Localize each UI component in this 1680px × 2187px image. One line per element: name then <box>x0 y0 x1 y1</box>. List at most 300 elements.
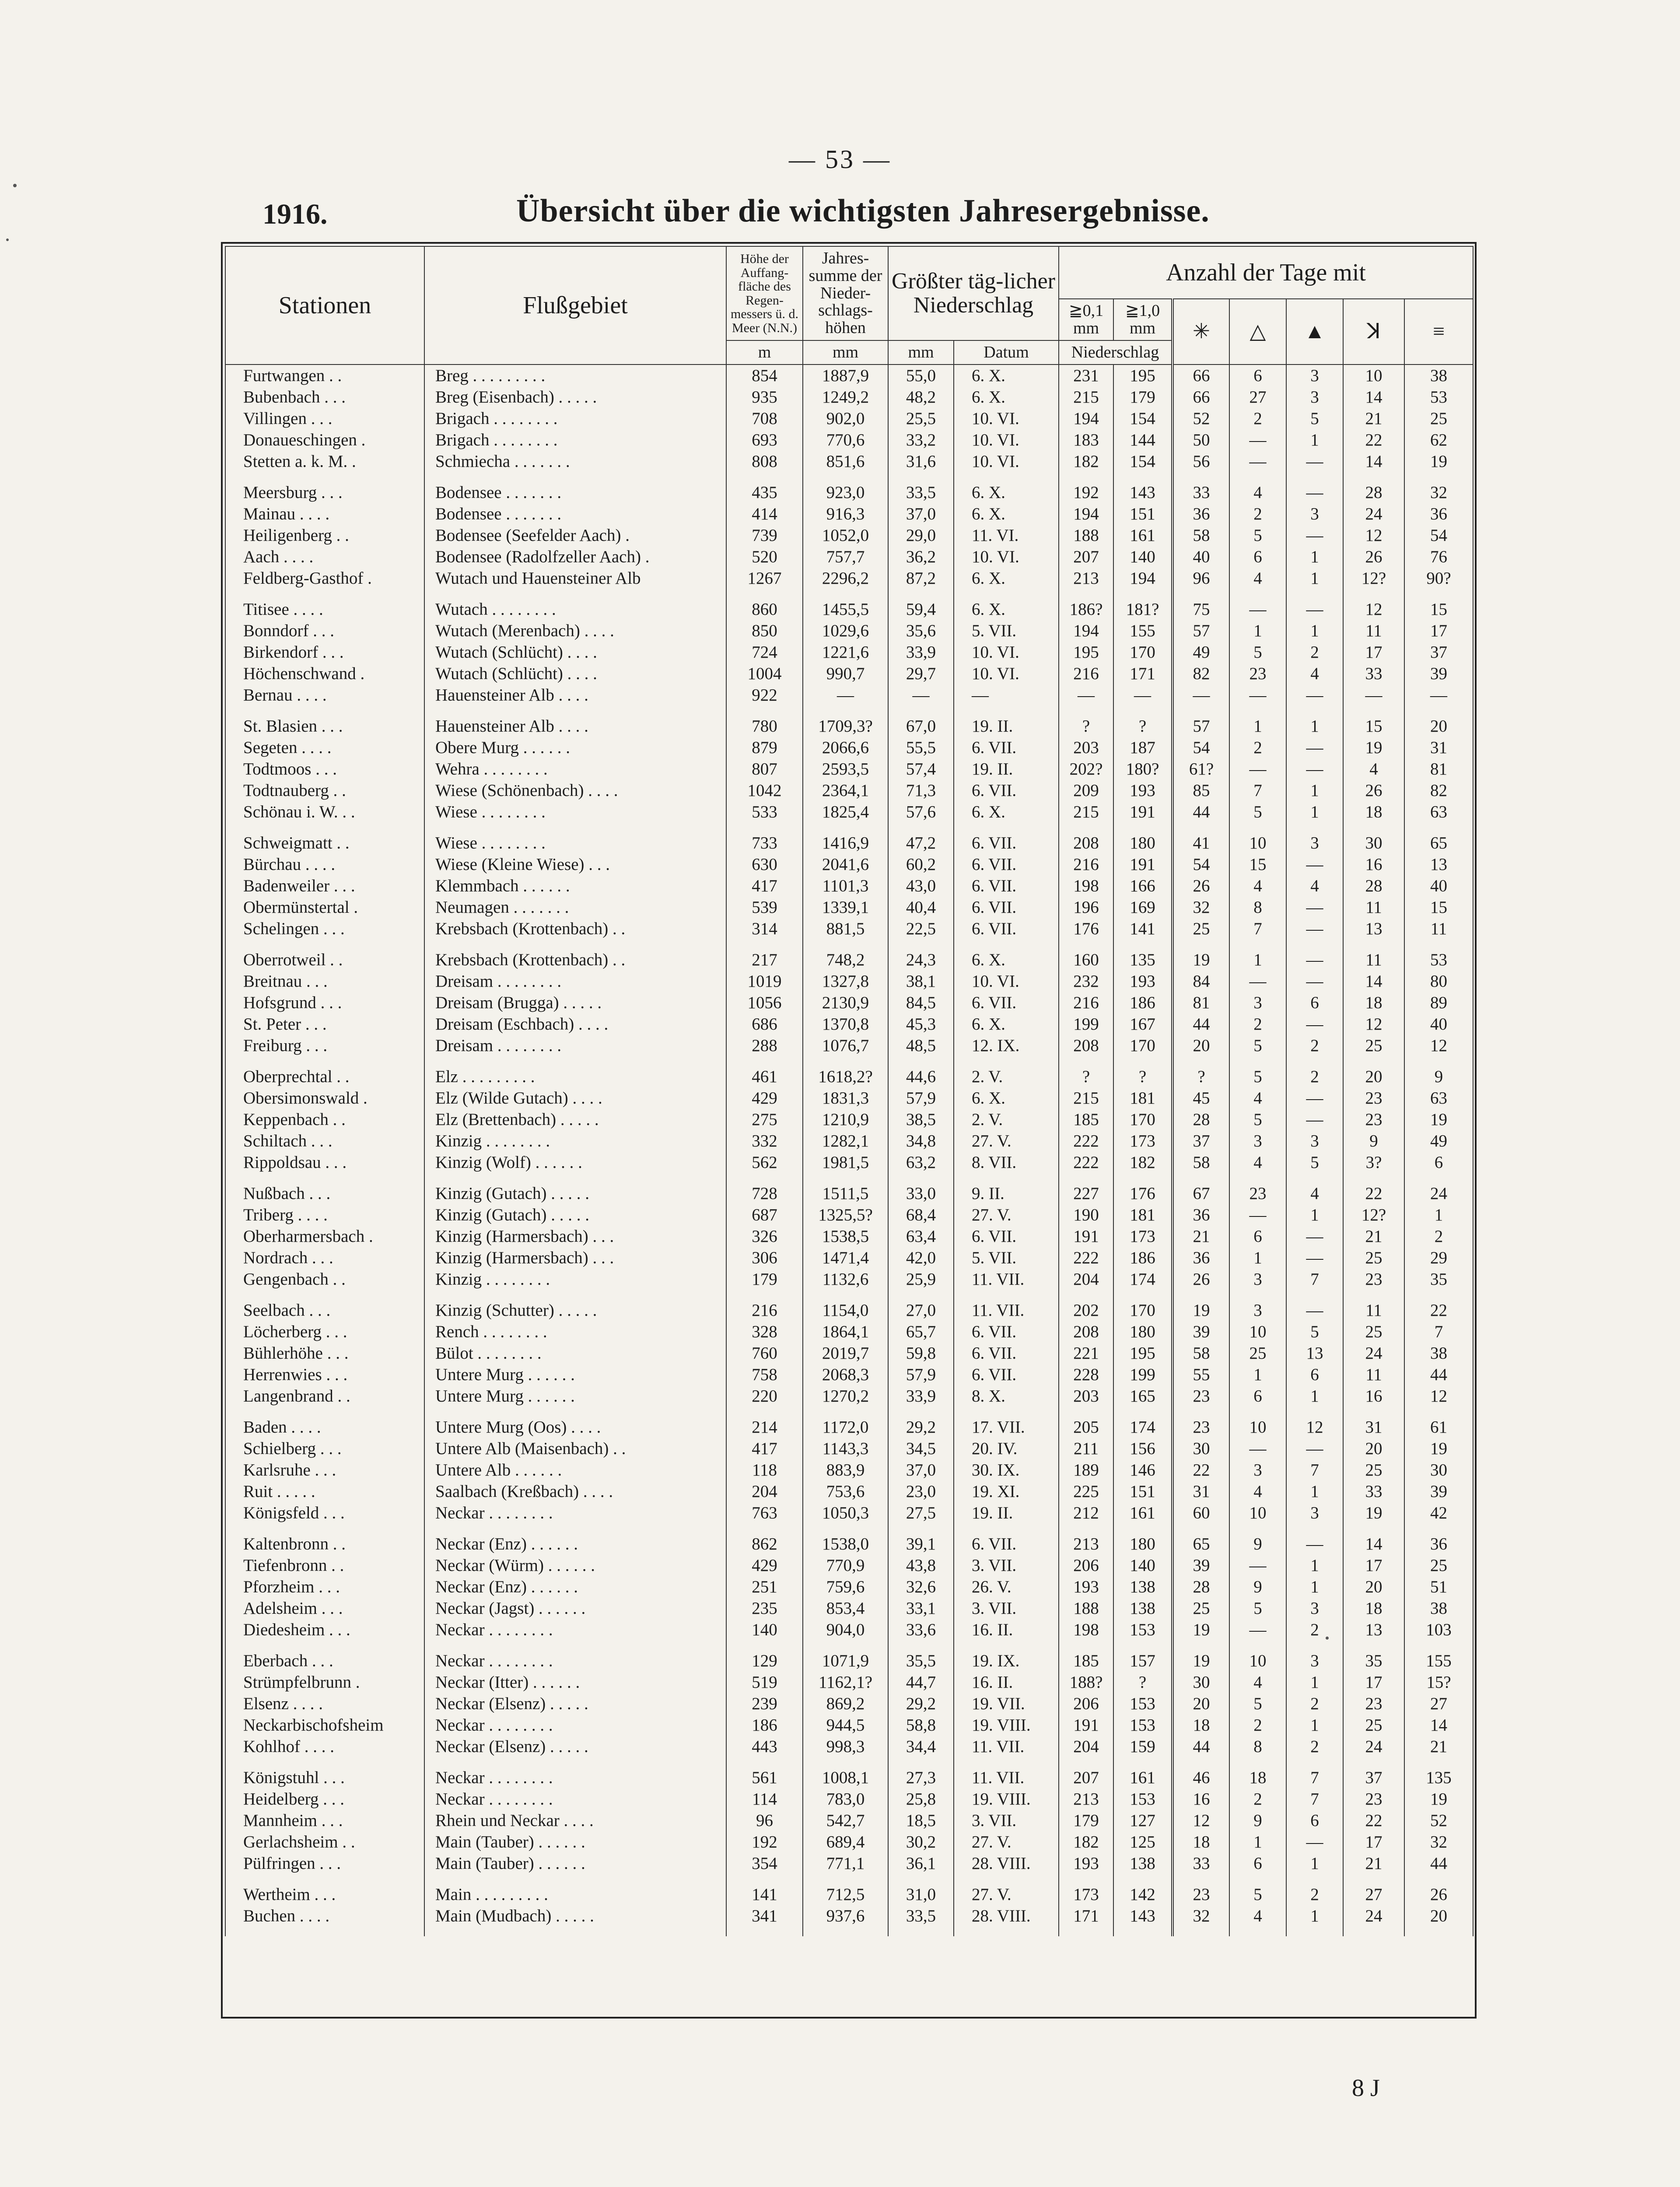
spacer-cell <box>1343 1874 1404 1884</box>
cell-max: 60,2 <box>888 854 954 875</box>
cell-max: 36,2 <box>888 546 954 568</box>
spacer-cell <box>803 1640 888 1650</box>
cell-date: 6. VII. <box>954 918 1059 939</box>
cell-days-thunder: 30 <box>1343 832 1404 854</box>
cell-days-fog: 62 <box>1404 429 1473 451</box>
cell-days-hail: 1 <box>1229 949 1286 971</box>
group-spacer <box>225 706 1473 715</box>
cell-days-snow: ? <box>1172 1066 1229 1087</box>
cell-date: 19. II. <box>954 1502 1059 1524</box>
cell-days-snow: 21 <box>1172 1226 1229 1247</box>
spacer-cell <box>1404 1874 1473 1884</box>
table-row <box>225 1035 1473 1056</box>
cell-days-fog: 39 <box>1404 1481 1473 1502</box>
cell-days-ge01: 193 <box>1059 1576 1113 1598</box>
cell-max: 48,2 <box>888 386 954 408</box>
cell-river: Wutach (Merenbach) . . . . <box>424 620 726 641</box>
cell-station: Heiligenberg . . <box>225 525 424 546</box>
cell-days-thunder: 33 <box>1343 663 1404 684</box>
cell-days-thunder: 13 <box>1343 918 1404 939</box>
cell-days-fog: 63 <box>1404 1087 1473 1109</box>
spacer-cell <box>225 1524 424 1533</box>
cell-days-thunder: 16 <box>1343 854 1404 875</box>
spacer-cell <box>726 1874 803 1884</box>
spacer-cell <box>1059 1874 1113 1884</box>
cell-days-ge10: 169 <box>1113 897 1172 918</box>
group-spacer <box>225 1407 1473 1416</box>
fog-icon: ≡ <box>1404 299 1473 364</box>
cell-date: 6. X. <box>954 1087 1059 1109</box>
cell-station: Villingen . . . <box>225 408 424 429</box>
cell-days-ge01: 213 <box>1059 568 1113 589</box>
table-row <box>225 1905 1473 1927</box>
cell-date: 19. II. <box>954 758 1059 780</box>
cell-days-hail: 3 <box>1229 1459 1286 1481</box>
cell-date: 3. VII. <box>954 1810 1059 1831</box>
year-label: 1916. <box>262 198 328 230</box>
cell-days-ge10: 138 <box>1113 1853 1172 1874</box>
header-ge10: ≧1,0 mm <box>1113 299 1172 340</box>
cell-station: Löcherberg . . . <box>225 1321 424 1342</box>
cell-days-ge10: 167 <box>1113 1013 1172 1035</box>
cell-days-ge10: 186 <box>1113 1247 1172 1269</box>
cell-max: 58,8 <box>888 1714 954 1736</box>
cell-river: Wiese (Kleine Wiese) . . . <box>424 854 726 875</box>
spacer-cell <box>1172 706 1229 715</box>
spacer-cell <box>424 1640 726 1650</box>
cell-days-thunder: 18 <box>1343 801 1404 823</box>
group-spacer <box>225 823 1473 832</box>
cell-days-snow: 84 <box>1172 971 1229 992</box>
cell-days-hail: 8 <box>1229 1736 1286 1757</box>
cell-days-graupel: 3 <box>1286 503 1343 525</box>
cell-days-hail: 2 <box>1229 737 1286 758</box>
cell-sum: 1339,1 <box>803 897 888 918</box>
cell-days-ge10: 195 <box>1113 1342 1172 1364</box>
cell-days-snow: 32 <box>1172 1905 1229 1927</box>
cell-height: 96 <box>726 1810 803 1831</box>
table-row <box>225 1788 1473 1810</box>
cell-date: 19. VIII. <box>954 1788 1059 1810</box>
cell-date: 6. VII. <box>954 737 1059 758</box>
table-row <box>225 1619 1473 1640</box>
cell-days-graupel: — <box>1286 1300 1343 1321</box>
spacer-cell <box>225 1290 424 1300</box>
cell-station: Bubenbach . . . <box>225 386 424 408</box>
table-row <box>225 875 1473 897</box>
spacer-cell <box>1172 1757 1229 1767</box>
cell-max: 34,8 <box>888 1130 954 1152</box>
spacer-cell <box>424 472 726 482</box>
spacer-cell <box>424 823 726 832</box>
cell-days-thunder: 24 <box>1343 1342 1404 1364</box>
spacer-cell <box>726 1407 803 1416</box>
cell-river: Neckar (Enz) . . . . . . <box>424 1576 726 1598</box>
cell-days-ge01: 222 <box>1059 1152 1113 1173</box>
cell-days-fog: 65 <box>1404 832 1473 854</box>
cell-days-fog: 20 <box>1404 1905 1473 1927</box>
cell-station: Eberbach . . . <box>225 1650 424 1672</box>
cell-days-fog: 17 <box>1404 620 1473 641</box>
cell-date: 11. VII. <box>954 1767 1059 1788</box>
cell-days-graupel: — <box>1286 451 1343 472</box>
cell-days-hail: 7 <box>1229 918 1286 939</box>
cell-max: 59,8 <box>888 1342 954 1364</box>
group-spacer <box>225 1173 1473 1183</box>
cell-days-ge10: 143 <box>1113 482 1172 503</box>
cell-height: 435 <box>726 482 803 503</box>
spacer-cell <box>1113 1173 1172 1183</box>
cell-days-fog: 12 <box>1404 1035 1473 1056</box>
table-row <box>225 1502 1473 1524</box>
cell-river: Elz (Brettenbach) . . . . . <box>424 1109 726 1130</box>
cell-height: 724 <box>726 641 803 663</box>
cell-days-graupel: — <box>1286 1109 1343 1130</box>
cell-station: St. Peter . . . <box>225 1013 424 1035</box>
cell-sum: 1076,7 <box>803 1035 888 1056</box>
cell-date: 27. V. <box>954 1831 1059 1853</box>
spacer-cell <box>1172 589 1229 599</box>
cell-sum: 923,0 <box>803 482 888 503</box>
spacer-cell <box>1059 1757 1113 1767</box>
cell-date: 6. X. <box>954 599 1059 620</box>
cell-days-ge01: 173 <box>1059 1884 1113 1905</box>
cell-sum: 1831,3 <box>803 1087 888 1109</box>
cell-days-thunder: 25 <box>1343 1321 1404 1342</box>
spacer-cell <box>888 1640 954 1650</box>
cell-river: Brigach . . . . . . . . <box>424 408 726 429</box>
cell-days-snow: 96 <box>1172 568 1229 589</box>
cell-days-thunder: 20 <box>1343 1066 1404 1087</box>
spacer-cell <box>803 823 888 832</box>
cell-days-thunder: 25 <box>1343 1035 1404 1056</box>
cell-height: 630 <box>726 854 803 875</box>
cell-date: 2. V. <box>954 1066 1059 1087</box>
cell-sum: 1052,0 <box>803 525 888 546</box>
cell-date: 27. V. <box>954 1204 1059 1226</box>
cell-days-fog: 76 <box>1404 546 1473 568</box>
table-row <box>225 568 1473 589</box>
cell-days-hail: 4 <box>1229 482 1286 503</box>
cell-days-fog: 42 <box>1404 1502 1473 1524</box>
cell-height: 686 <box>726 1013 803 1035</box>
cell-height: 693 <box>726 429 803 451</box>
cell-days-ge10: 179 <box>1113 386 1172 408</box>
cell-days-hail: — <box>1229 758 1286 780</box>
cell-height: 533 <box>726 801 803 823</box>
cell-days-hail: 10 <box>1229 832 1286 854</box>
cell-sum: 759,6 <box>803 1576 888 1598</box>
cell-days-graupel: 6 <box>1286 992 1343 1013</box>
group-spacer <box>225 1927 1473 1936</box>
cell-days-fog: 31 <box>1404 737 1473 758</box>
cell-station: Birkendorf . . . <box>225 641 424 663</box>
cell-station: Bürchau . . . . <box>225 854 424 875</box>
cell-date: 6. X. <box>954 949 1059 971</box>
cell-height: 204 <box>726 1481 803 1502</box>
cell-days-snow: 57 <box>1172 620 1229 641</box>
cell-days-thunder: 24 <box>1343 1736 1404 1757</box>
cell-days-thunder: 28 <box>1343 482 1404 503</box>
cell-days-fog: 27 <box>1404 1693 1473 1714</box>
cell-days-ge01: 209 <box>1059 780 1113 801</box>
cell-days-snow: 30 <box>1172 1672 1229 1693</box>
cell-days-hail: 1 <box>1229 1831 1286 1853</box>
cell-height: 850 <box>726 620 803 641</box>
cell-days-fog: 40 <box>1404 875 1473 897</box>
cell-days-snow: 33 <box>1172 482 1229 503</box>
spacer-cell <box>1404 1757 1473 1767</box>
cell-max: 44,6 <box>888 1066 954 1087</box>
cell-days-graupel: 2 <box>1286 1619 1343 1640</box>
cell-station: Breitnau . . . <box>225 971 424 992</box>
cell-date: 6. VII. <box>954 1342 1059 1364</box>
cell-days-ge10: 153 <box>1113 1714 1172 1736</box>
cell-height: 780 <box>726 715 803 737</box>
cell-days-graupel: 1 <box>1286 1385 1343 1407</box>
cell-days-hail: 1 <box>1229 715 1286 737</box>
cell-sum: 1618,2? <box>803 1066 888 1087</box>
group-spacer <box>225 1290 1473 1300</box>
cell-days-hail: 9 <box>1229 1533 1286 1555</box>
cell-days-thunder: 17 <box>1343 1831 1404 1853</box>
cell-date: 8. X. <box>954 1385 1059 1407</box>
cell-days-ge10: 154 <box>1113 408 1172 429</box>
cell-sum: 1538,5 <box>803 1226 888 1247</box>
spacer-cell <box>225 1874 424 1884</box>
cell-days-graupel: 1 <box>1286 1481 1343 1502</box>
cell-station: Feldberg-Gasthof . <box>225 568 424 589</box>
cell-days-graupel: 7 <box>1286 1767 1343 1788</box>
cell-days-snow: 28 <box>1172 1109 1229 1130</box>
cell-days-thunder: 25 <box>1343 1459 1404 1481</box>
table-row <box>225 482 1473 503</box>
cell-days-snow: 41 <box>1172 832 1229 854</box>
cell-sum: 1370,8 <box>803 1013 888 1035</box>
spacer-cell <box>1343 1757 1404 1767</box>
cell-days-ge10: 154 <box>1113 451 1172 472</box>
cell-days-snow: 37 <box>1172 1130 1229 1152</box>
spacer-cell <box>1229 1927 1286 1936</box>
cell-days-ge01: 222 <box>1059 1247 1113 1269</box>
cell-days-hail: 4 <box>1229 1481 1286 1502</box>
cell-days-thunder: 11 <box>1343 620 1404 641</box>
cell-days-snow: 82 <box>1172 663 1229 684</box>
cell-river: Wiese (Schönenbach) . . . . <box>424 780 726 801</box>
spacer-cell <box>726 1290 803 1300</box>
cell-days-snow: 31 <box>1172 1481 1229 1502</box>
spacer-cell <box>726 1640 803 1650</box>
cell-days-fog: 80 <box>1404 971 1473 992</box>
cell-days-fog: 38 <box>1404 364 1473 386</box>
cell-sum: 1709,3? <box>803 715 888 737</box>
cell-height: 807 <box>726 758 803 780</box>
cell-days-snow: 20 <box>1172 1035 1229 1056</box>
cell-days-graupel: 1 <box>1286 429 1343 451</box>
group-spacer <box>225 589 1473 599</box>
cell-days-thunder: 22 <box>1343 429 1404 451</box>
cell-max: 36,1 <box>888 1853 954 1874</box>
cell-sum: 748,2 <box>803 949 888 971</box>
spacer-cell <box>1343 706 1404 715</box>
table-row <box>225 429 1473 451</box>
cell-days-thunder: 21 <box>1343 1853 1404 1874</box>
cell-days-fog: 11 <box>1404 918 1473 939</box>
spacer-cell <box>726 1056 803 1066</box>
cell-river: Brigach . . . . . . . . <box>424 429 726 451</box>
cell-days-hail: 2 <box>1229 408 1286 429</box>
cell-days-snow: 26 <box>1172 1269 1229 1290</box>
cell-days-ge01: 193 <box>1059 1853 1113 1874</box>
cell-station: Hofsgrund . . . <box>225 992 424 1013</box>
cell-days-ge01: 183 <box>1059 429 1113 451</box>
cell-sum: 1538,0 <box>803 1533 888 1555</box>
cell-river: Hauensteiner Alb . . . . <box>424 715 726 737</box>
cell-date: 12. IX. <box>954 1035 1059 1056</box>
cell-sum: 783,0 <box>803 1788 888 1810</box>
cell-sum: 2593,5 <box>803 758 888 780</box>
cell-sum: 1825,4 <box>803 801 888 823</box>
table-row <box>225 1204 1473 1226</box>
cell-max: 33,5 <box>888 1905 954 1927</box>
cell-days-ge10: 170 <box>1113 1035 1172 1056</box>
cell-days-fog: 37 <box>1404 641 1473 663</box>
spacer-cell <box>225 823 424 832</box>
cell-days-hail: — <box>1229 684 1286 706</box>
cell-days-fog: 6 <box>1404 1152 1473 1173</box>
results-table <box>225 246 1474 1936</box>
cell-days-ge01: 191 <box>1059 1714 1113 1736</box>
cell-date: 6. VII. <box>954 1533 1059 1555</box>
cell-date: 11. VII. <box>954 1300 1059 1321</box>
spacer-cell <box>1059 823 1113 832</box>
cell-station: Mannheim . . . <box>225 1810 424 1831</box>
cell-days-ge10: 144 <box>1113 429 1172 451</box>
cell-station: Karlsruhe . . . <box>225 1459 424 1481</box>
table-row <box>225 525 1473 546</box>
cell-river: Kinzig . . . . . . . . <box>424 1130 726 1152</box>
cell-station: Todtnauberg . . <box>225 780 424 801</box>
cell-days-hail: 3 <box>1229 992 1286 1013</box>
spacer-cell <box>1172 823 1229 832</box>
spacer-cell <box>954 1407 1059 1416</box>
cell-days-ge10: 182 <box>1113 1152 1172 1173</box>
cell-max: 71,3 <box>888 780 954 801</box>
table-row <box>225 599 1473 620</box>
cell-days-hail: 5 <box>1229 1066 1286 1087</box>
cell-days-snow: 23 <box>1172 1884 1229 1905</box>
cell-sum: 712,5 <box>803 1884 888 1905</box>
cell-days-fog: 89 <box>1404 992 1473 1013</box>
cell-days-thunder: 20 <box>1343 1438 1404 1459</box>
cell-days-fog: 53 <box>1404 386 1473 408</box>
cell-days-thunder: 13 <box>1343 1619 1404 1640</box>
cell-river: Kinzig (Schutter) . . . . . <box>424 1300 726 1321</box>
cell-days-hail: 10 <box>1229 1502 1286 1524</box>
table-row <box>225 1183 1473 1204</box>
cell-days-graupel: — <box>1286 1247 1343 1269</box>
cell-days-ge01: 190 <box>1059 1204 1113 1226</box>
cell-days-hail: 6 <box>1229 1853 1286 1874</box>
cell-days-thunder: 14 <box>1343 451 1404 472</box>
cell-days-ge01: ? <box>1059 1066 1113 1087</box>
cell-date: 28. VIII. <box>954 1905 1059 1927</box>
spacer-cell <box>803 1524 888 1533</box>
table-row <box>225 684 1473 706</box>
header-max: Größter täg-licher Niederschlag <box>888 246 1059 340</box>
cell-days-snow: 23 <box>1172 1385 1229 1407</box>
cell-sum: 771,1 <box>803 1853 888 1874</box>
cell-days-snow: 55 <box>1172 1364 1229 1385</box>
cell-days-fog: 15 <box>1404 599 1473 620</box>
cell-river: Neumagen . . . . . . . <box>424 897 726 918</box>
cell-days-hail: — <box>1229 1555 1286 1576</box>
cell-days-ge10: 181 <box>1113 1204 1172 1226</box>
cell-days-ge01: 198 <box>1059 875 1113 897</box>
cell-days-ge01: 208 <box>1059 832 1113 854</box>
cell-days-ge10: 199 <box>1113 1364 1172 1385</box>
cell-days-snow: 46 <box>1172 1767 1229 1788</box>
cell-days-graupel: 1 <box>1286 1672 1343 1693</box>
cell-days-snow: 54 <box>1172 854 1229 875</box>
cell-days-snow: 58 <box>1172 1152 1229 1173</box>
cell-sum: 869,2 <box>803 1693 888 1714</box>
spacer-cell <box>1286 1640 1343 1650</box>
table-row <box>225 1226 1473 1247</box>
cell-days-ge01: 195 <box>1059 641 1113 663</box>
cell-days-graupel: — <box>1286 1438 1343 1459</box>
cell-days-hail: — <box>1229 971 1286 992</box>
spacer-cell <box>888 1874 954 1884</box>
cell-days-thunder: 3? <box>1343 1152 1404 1173</box>
cell-station: Todtmoos . . . <box>225 758 424 780</box>
spacer-cell <box>1113 1757 1172 1767</box>
cell-days-thunder: 12 <box>1343 525 1404 546</box>
cell-days-ge10: 181 <box>1113 1087 1172 1109</box>
cell-days-graupel: 3 <box>1286 1502 1343 1524</box>
cell-date: 17. VII. <box>954 1416 1059 1438</box>
table-row <box>225 451 1473 472</box>
cell-sum: 998,3 <box>803 1736 888 1757</box>
header-height: Höhe der Auffang-fläche des Regen-messers ü. d. Meer (N.N.) <box>726 246 803 340</box>
cell-days-thunder: 31 <box>1343 1416 1404 1438</box>
cell-days-snow: 67 <box>1172 1183 1229 1204</box>
cell-days-ge01: ? <box>1059 715 1113 737</box>
cell-days-hail: 4 <box>1229 1152 1286 1173</box>
cell-days-ge01: 196 <box>1059 897 1113 918</box>
cell-days-graupel: — <box>1286 758 1343 780</box>
cell-height: 429 <box>726 1555 803 1576</box>
cell-days-ge01: 191 <box>1059 1226 1113 1247</box>
spacer-cell <box>225 706 424 715</box>
spacer-cell <box>1404 823 1473 832</box>
cell-days-fog: 19 <box>1404 1438 1473 1459</box>
cell-days-fog: 38 <box>1404 1598 1473 1619</box>
cell-days-ge10: ? <box>1113 715 1172 737</box>
cell-height: 808 <box>726 451 803 472</box>
cell-river: Bodensee (Seefelder Aach) . <box>424 525 726 546</box>
cell-days-ge01: 216 <box>1059 854 1113 875</box>
cell-days-snow: 19 <box>1172 1619 1229 1640</box>
spacer-cell <box>1172 1640 1229 1650</box>
cell-river: Neckar . . . . . . . . <box>424 1650 726 1672</box>
cell-date: 6. VII. <box>954 854 1059 875</box>
cell-days-snow: 18 <box>1172 1714 1229 1736</box>
cell-days-hail: 23 <box>1229 1183 1286 1204</box>
cell-station: Tiefenbronn . . <box>225 1555 424 1576</box>
cell-height: 1267 <box>726 568 803 589</box>
cell-max: 34,5 <box>888 1438 954 1459</box>
